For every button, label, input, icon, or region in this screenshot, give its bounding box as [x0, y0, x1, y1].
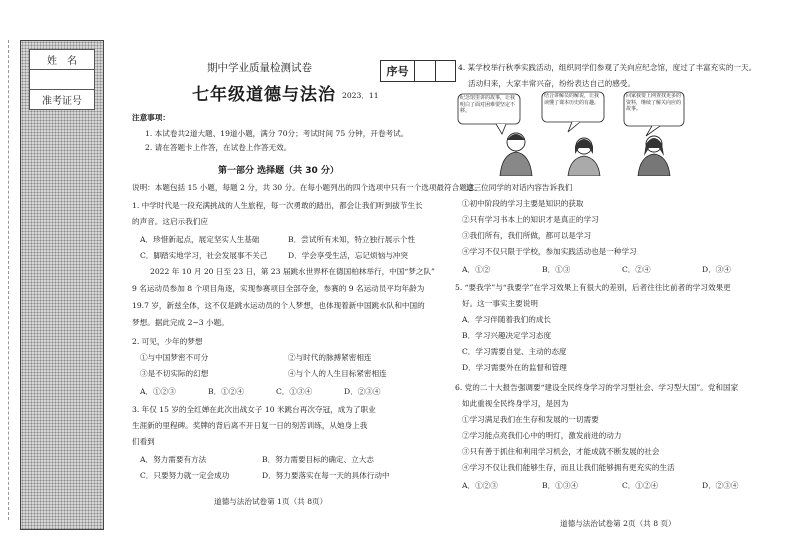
binding-margin: [8, 40, 19, 520]
statement: ②与时代的脉搏紧密相连: [288, 353, 372, 362]
option-c: C．学习需要自觉、主动的态度: [462, 347, 567, 356]
statement: ①初中阶段的学习主要是知识的获取: [462, 199, 584, 208]
option-c: C．②④: [622, 265, 651, 274]
exam-date: 2023．11: [342, 91, 379, 100]
question-stem: 生涯新的里程碑。奖牌的背后离不开日复一日的刻苦训练，从她身上我: [132, 421, 368, 430]
statement: ①学习满足我们在生存和发展的一切需要: [462, 415, 599, 424]
statement: ③只有善于抓住和利用学习机会，才能成就不断发展的社会: [462, 447, 660, 456]
option-b: B．①②④: [208, 387, 244, 396]
question-stem: 好。这一事实主要说明: [462, 299, 538, 308]
option-d: D．②③④: [344, 387, 381, 396]
option-b: B．学习兴趣决定学习态度: [462, 331, 552, 340]
student-info-box: [29, 49, 95, 110]
question-stem: 如此重视全民终身学习，是因为: [462, 399, 569, 408]
question-stem: 4. 某学校举行秋季实践活动，组织同学们参观了关向应纪念馆，度过了丰富充实的一天。: [458, 63, 757, 72]
subject-title: 七年级道德与法治: [192, 85, 336, 105]
option-c: C．①②④: [622, 481, 659, 490]
question-stem: 5. “要我学”与“我要学”在学习效果上有很大的差别，后者往往比前者的学习效果更: [455, 283, 731, 292]
statement: ④与个人的人生目标紧密相连: [288, 369, 387, 378]
option-d: D．②③④: [702, 481, 739, 490]
question-stem: 3. 年仅 15 岁的全红婵在此次出战女子 10 米跳台再次夺冠，成为了职业: [132, 405, 376, 414]
exam-title: 期中学业质量检测试卷: [207, 62, 312, 74]
bubble-text: 结合讲解员的解说，让我读懂了课本历史的有趣。: [544, 93, 600, 106]
bubble-text: 回家我要上网查找更多的资料，继续了解关向应的故事。: [626, 93, 682, 112]
note-item: 2. 请在答题卡上作答，在试卷上作答无效。: [145, 143, 292, 152]
seq-slot: [415, 61, 435, 81]
students-cartoon-illustration: [456, 90, 686, 176]
question-stem: 的声音。这启示我们应: [132, 217, 208, 226]
page-footer-right: 道德与法治试卷第 2页（共 8 页）: [560, 519, 676, 528]
option-b: B．努力需要目标的确定、立大志: [262, 455, 374, 464]
statement: ②学习能点亮我们心中的明灯，激发前进的动力: [462, 431, 622, 440]
student-figure: [500, 133, 532, 176]
seq-slot: [436, 61, 455, 81]
question-stem: 2. 可见，少年的梦想: [132, 337, 203, 346]
notes-title: 注意事项：: [132, 113, 170, 122]
question-caption: 这三位同学的对话内容告诉我们: [466, 183, 573, 192]
question-stem: 们看到: [132, 437, 155, 446]
option-b: B．①③④: [542, 481, 578, 490]
option-c: C．①③④: [276, 387, 313, 396]
statement: ③我们所有，我们所做，都可以是学习: [462, 231, 592, 240]
option-d: D．③④: [702, 265, 731, 274]
option-a: A．珍惜新起点，展定坚实人生基础: [140, 235, 260, 244]
statement: ③是不切实际的幻想: [140, 369, 209, 378]
statement: ④学习不仅只限于学校，参加实践活动也是一种学习: [462, 247, 637, 256]
seq-label: 序号: [381, 61, 415, 81]
material-text: 梦想。据此完成 2~3 小题。: [132, 318, 229, 327]
seq-number-box: [380, 60, 456, 82]
option-a: A．①②③: [140, 387, 176, 396]
name-field: [30, 70, 94, 90]
question-stem: 1. 中学时代是一段充满挑战的人生旅程，每一次勇敢的踏出，都会让我们听到拔节生长: [132, 201, 423, 210]
statement: ②只有学习书本上的知识才是真正的学习: [462, 215, 599, 224]
option-c: C．脚踏实地学习，社会发展事不关己: [140, 251, 268, 260]
option-d: D．努力要落实在每一天的具体行动中: [262, 471, 390, 480]
section-title: 第一部分 选择题（共 30 分）: [218, 166, 339, 176]
statement: ④学习不仅让我们能够生存，而且让我们能够拥有更充实的生活: [462, 463, 675, 472]
option-b: B．尝试所有未知，特立独行展示个性: [288, 235, 416, 244]
student-figure: [568, 138, 600, 176]
note-item: 1. 本试卷共2道大题、19道小题，满分 70分；考试时间 75 分钟，开卷考试。: [145, 129, 409, 138]
option-a: A．①②③: [462, 481, 498, 490]
exam-id-label: 准考证号: [42, 96, 82, 107]
option-a: A．①②: [462, 265, 491, 274]
question-stem: 活动归来，大家丰常兴奋，纷纷表达自己的感受。: [468, 79, 636, 88]
option-b: B．①③: [542, 265, 571, 274]
option-d: D．学习需要外在的监督和管理: [462, 363, 567, 372]
material-text: 2022 年 10 月 20 日至 23 日，第 23 届跳水世界杯在德国柏林举行，中国“梦之队”: [150, 267, 435, 276]
name-label: 姓 名: [30, 50, 94, 70]
option-c: C．只要努力就一定会成功: [140, 471, 230, 480]
page-footer-left: 道德与法治试卷第 1页（共 8页）: [214, 497, 328, 506]
option-a: A．努力需要有方法: [140, 455, 207, 464]
statement: ①与中国梦密不可分: [140, 353, 209, 362]
question-stem: 6. 党的二十大报告强调要“建设全民终身学习的学习型社会、学习型大国”。党和国家: [455, 383, 739, 392]
option-a: A．学习伴随着我们的成长: [462, 315, 552, 324]
section-instructions: 说明：本题包括 15 小题，每题 2 分，共 30 分。在每小题列出的四个选项中只有一个选项最符合题意。: [132, 183, 482, 192]
material-text: 19.7 岁，新兹全体，这不仅是跳水运动员的个人梦想，也体现着新中国跳水队和中国的: [132, 301, 425, 310]
material-text: 9 名运动员参加 8 个项目角逐，实现参赛项目全部夺金，参赛的 9 名运动员平均年龄为: [132, 284, 425, 293]
student-figure: [638, 136, 670, 176]
student-info-sidebar: [20, 40, 104, 530]
bubble-text: 纪念馆里讲的故事，让我明白了面对困难要坚定不移。: [460, 95, 516, 114]
option-d: D．学会享受生活，忘记烦恼与冲突: [288, 251, 408, 260]
